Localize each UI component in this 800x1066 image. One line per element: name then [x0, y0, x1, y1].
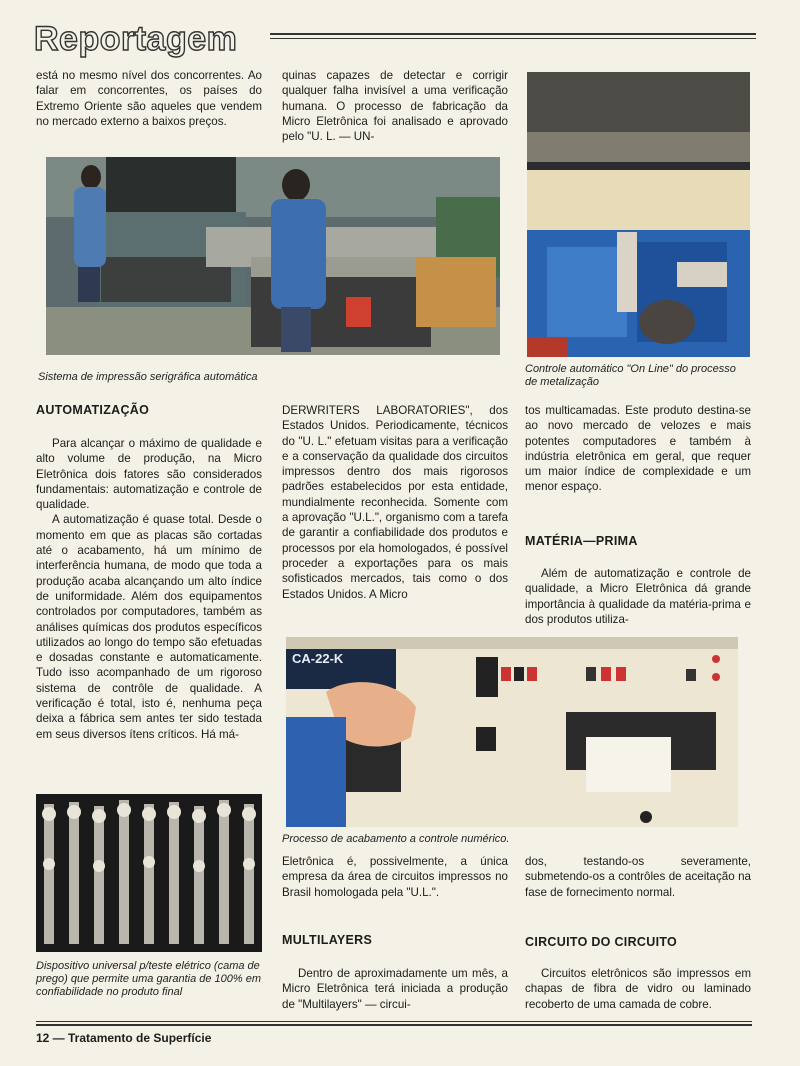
- test-device-caption: Dispositivo universal p/teste elétrico (cama de prego) que permite uma garantia de 100% em confiabilidade no produto final: [36, 960, 262, 998]
- materia-prima-text: Além de automatização e controle de qualidade, a Micro Eletrônica dá grande importância à qualidade da matéria-prima e dos produtos utiliza-: [525, 567, 751, 626]
- header-rule: [270, 33, 756, 35]
- screen-printing-caption: Sistema de impressão serigráfica automática: [38, 371, 258, 383]
- screen-printing-photo: [46, 157, 500, 355]
- panel-model-label: CA-22-K: [292, 651, 344, 666]
- top-col1-text: está no mesmo nível dos concorrentes. Ao falar em concorrentes, os países do Extremo Oriente são aqueles que vendem no mercado externo a baixos preços.: [36, 69, 262, 128]
- section-heading-circuito: CIRCUITO DO CIRCUITO: [525, 935, 678, 949]
- col2-text: DERWRITERS LABORATORIES", dos Estados Unidos. Periodicamente, técnicos do "U. L." efetuam visitas para a verificação e a conservação da qualidade dos circuitos impressos dentro dos mais rigorosos padrões estabelecidos por esta entidade, mundialmente reconhecida. Somente com a aprovação "U.L.", organismo com a tarefa de garantir a confiabilidade dos produtos e processos por ela homologados, é possível proceder a exportações para os mais sofisticados mercados, tais como o dos Estados Unidos. A Micro: [282, 404, 508, 601]
- footer-page-label: 12 — Tratamento de Superfície: [36, 1031, 212, 1045]
- section-heading-automatizacao: AUTOMATIZAÇÃO: [36, 403, 150, 417]
- section-heading-materia-prima: MATÉRIA—PRIMA: [525, 534, 638, 548]
- multilayers-text: Dentro de aproximadamente um mês, a Micro Eletrônica terá iniciada a produção de "Multilayers" — circui-: [282, 967, 508, 1011]
- footer-rule: [36, 1021, 752, 1022]
- automatizacao-text: [36, 436, 262, 742]
- metallization-photo: [527, 72, 750, 357]
- metallization-caption: Controle automático "On Line" do processo de metalização: [525, 363, 736, 388]
- section-heading-multilayers: MULTILAYERS: [282, 933, 373, 947]
- col3-lower-text: dos, testando-os severamente, submetendo-os a contrôles de aceitação na fase de fornecimento normal.: [525, 855, 751, 899]
- header-rule-thin: [270, 38, 756, 39]
- test-device-photo: [36, 794, 262, 952]
- finishing-caption: Processo de acabamento a controle numérico.: [282, 833, 510, 845]
- paragraph: Para alcançar o máximo de qualidade e alto volume de produção, na Micro Eletrônica dois fatores são considerados fundamentais: automatização e controle de qualidade.: [36, 437, 262, 512]
- circuito-text: Circuitos eletrônicos são impressos em chapas de fibra de vidro ou laminado recoberto de uma camada de cobre.: [525, 967, 751, 1011]
- paragraph: A automatização é quase total. Desde o momento em que as placas são cortadas até o acabamento, há um mínimo de interferência humana, de modo que toda a produção acaba alcançando um alto índice de uniformidade. Além dos equipamentos controlados por computadores, também as análises químicas dos produtos específicos utilizados ao longo do tempo são efetuadas e dosadas constante e automaticamente. Tudo isso acompanhado de um rigoroso sistema de contrôle de qualidade. A verificação é total, isto é, nenhuma peça deixa a fábrica sem antes ter sido testada em seus diversos ítens críticos. Há má-: [36, 513, 262, 741]
- page-title: Reportagem: [34, 20, 238, 58]
- col2-lower-text: Eletrônica é, possivelmente, a única empresa da área de circuitos impressos no Brasil homologada pela "U.L.".: [282, 855, 508, 899]
- col3-text: tos multicamadas. Este produto destina-se ao novo mercado de velozes e mais potentes computadores e também à indústria eletrônica em geral, que requer um maior índice de complexidade e um menor espaço.: [525, 404, 751, 494]
- footer-rule-thick: [36, 1024, 752, 1026]
- top-col2-text: quinas capazes de detectar e corrigir qualquer falha invisível a uma verificação humana. O processo de fabricação da Micro Eletrônica foi analisado e aprovado pelo "U. L. — UN-: [282, 69, 508, 144]
- control-panel-photo: [286, 637, 738, 827]
